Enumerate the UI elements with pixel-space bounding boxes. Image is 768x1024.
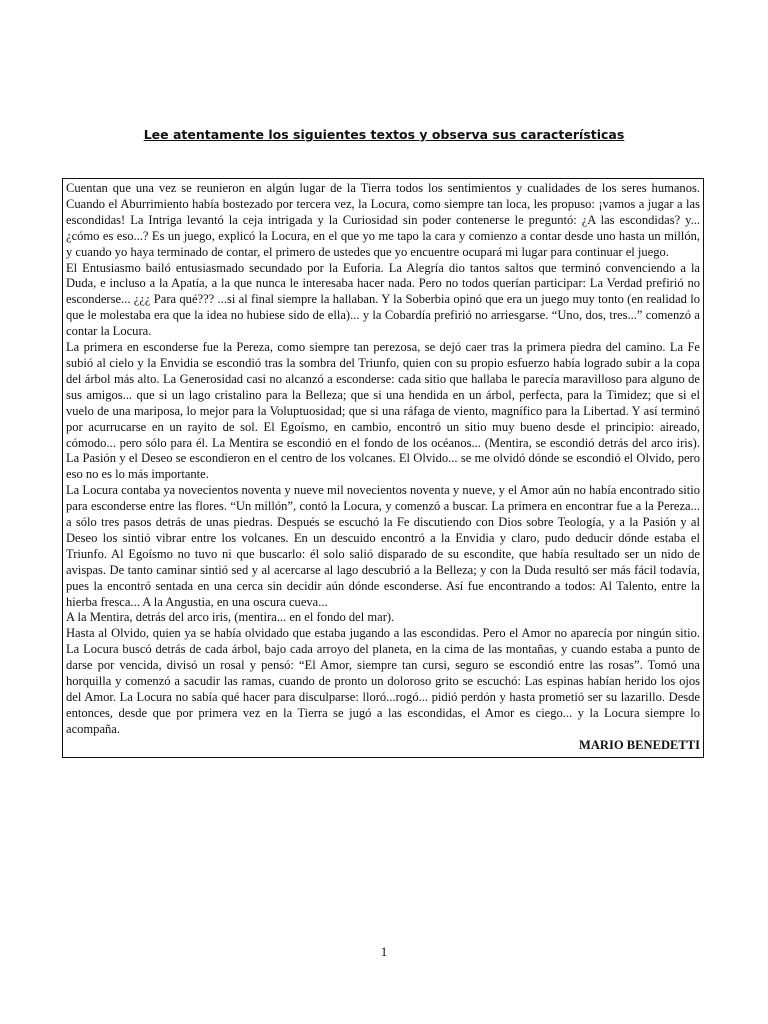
story-text-box [62, 178, 704, 758]
page-title: Lee atentamente los siguientes textos y observa sus características [143, 127, 625, 142]
story-paragraph-3: La primera en esconderse fue la Pereza, como siempre tan perezosa, se dejó caer tras la primera piedra del camino. La Fe subió al cielo y la Envidia se escondió tras la sombra del Triunfo, quien con su propio esfuerzo había logrado subir a la copa del árbol más alto. La Generosidad casi no alcanzó a esconderse: cada sitio que hallaba le parecía maravilloso para alguno de sus amigos... que si un lago cristalino para la Belleza; que si una hendida en un árbol, perfecta, para la Timidez; que si el vuelo de una mariposa, lo mejor para la Voluptuosidad; que si una ráfaga de viento, magnífico para la Libertad. Y así terminó por acurrucarse en un rayito de sol. El Egoísmo, en cambio, encontró un sitio muy bueno desde el principio: aireado, cómodo... pero sólo para él. La Mentira se escondió en el fondo de los océanos... (Mentira, se escondió detrás del arco iris). La Pasión y el Deseo se escondieron en el centro de los volcanes. El Olvido... se me olvidó dónde se escondió el Olvido, pero eso no es lo más importante. [66, 340, 700, 482]
story-paragraph-4: La Locura contaba ya novecientos noventa y nueve mil novecientos noventa y nueve, y el Amor aún no había encontrado sitio para esconderse entre las flores. “Un millón”, contó la Locura, y comenzó a buscar. La primera en encontrar fue a la Pereza... a sólo tres pasos detrás de unas piedras. Después se escuchó la Fe discutiendo con Dios sobre Teología, y a la Pasión y al Deseo los sintió vibrar entre los volcanes. En un descuido encontró a la Envidia y claro, pudo deducir dónde estaba el Triunfo. Al Egoísmo no tuvo ni que buscarlo: él solo salió disparado de su escondite, que había resultado ser un nido de avispas. De tanto caminar sintió sed y al acercarse al lago descubrió a la Belleza; y con la Duda resultó ser más fácil todavía, pues la encontró sentada en una cerca sin decidir aún dónde esconderse. Así fue encontrando a todos: Al Talento, entre la hierba fresca... A la Angustia, en una oscura cueva... [66, 483, 700, 609]
page-number: 1 [380, 944, 388, 959]
author-name: MARIO BENEDETTI [579, 737, 700, 752]
story-paragraph-6: Hasta al Olvido, quien ya se había olvidado que estaba jugando a las escondidas. Pero el Amor no aparecía por ningún sitio. La Locura buscó detrás de cada árbol, bajo cada arroyo del planeta, en la cima de las montañas, y cuando estaba a punto de darse por vencida, divisó un rosal y pensó: “El Amor, siempre tan cursi, seguro se escondió entre las rosas”. Tomó una horquilla y comenzó a sacudir las ramas, cuando de pronto un doloroso grito se escuchó: Las espinas habían herido los ojos del Amor. La Locura no sabía qué hacer para disculparse: lloró...rogó... pidió perdón y hasta prometió ser su lazarillo. Desde entonces, desde que por primera vez en la Tierra se jugó a las escondidas, el Amor es ciego... y la Locura siempre lo acompaña. [66, 626, 700, 736]
story-paragraph-2: El Entusiasmo bailó entusiasmado secundado por la Euforia. La Alegría dio tantos saltos que terminó convenciendo a la Duda, e incluso a la Apatía, a la que nunca le interesaba hacer nada. Pero no todos querían participar: La Verdad prefirió no esconderse... ¿¿¿ Para qué??? ...si al final siempre la hallaban. Y la Soberbia opinó que era un juego muy tonto (en realidad lo que le molestaba era que la idea no hubiese sido de ella)... y la Cobardía prefirió no arriesgarse. “Uno, dos, tres...” comenzó a contar la Locura. [66, 260, 700, 339]
story-paragraph-5: A la Mentira, detrás del arco iris, (mentira... en el fondo del mar). [66, 610, 395, 625]
story-paragraph-1: Cuentan que una vez se reunieron en algún lugar de la Tierra todos los sentimientos y cualidades de los seres humanos. Cuando el Aburrimiento había bostezado por tercera vez, la Locura, como siempre tan loca, les propuso: ¡vamos a jugar a las escondidas! La Intriga levantó la ceja intrigada y la Curiosidad sin poder contenerse le preguntó: ¿A las escondidas? y... ¿cómo es eso...? Es un juego, explicó la Locura, en el que yo me tapo la cara y comienzo a contar desde uno hasta un millón, y cuando yo haya terminado de contar, el primero de ustedes que yo encuentre ocupará mi lugar para continuar el juego. [66, 181, 700, 259]
